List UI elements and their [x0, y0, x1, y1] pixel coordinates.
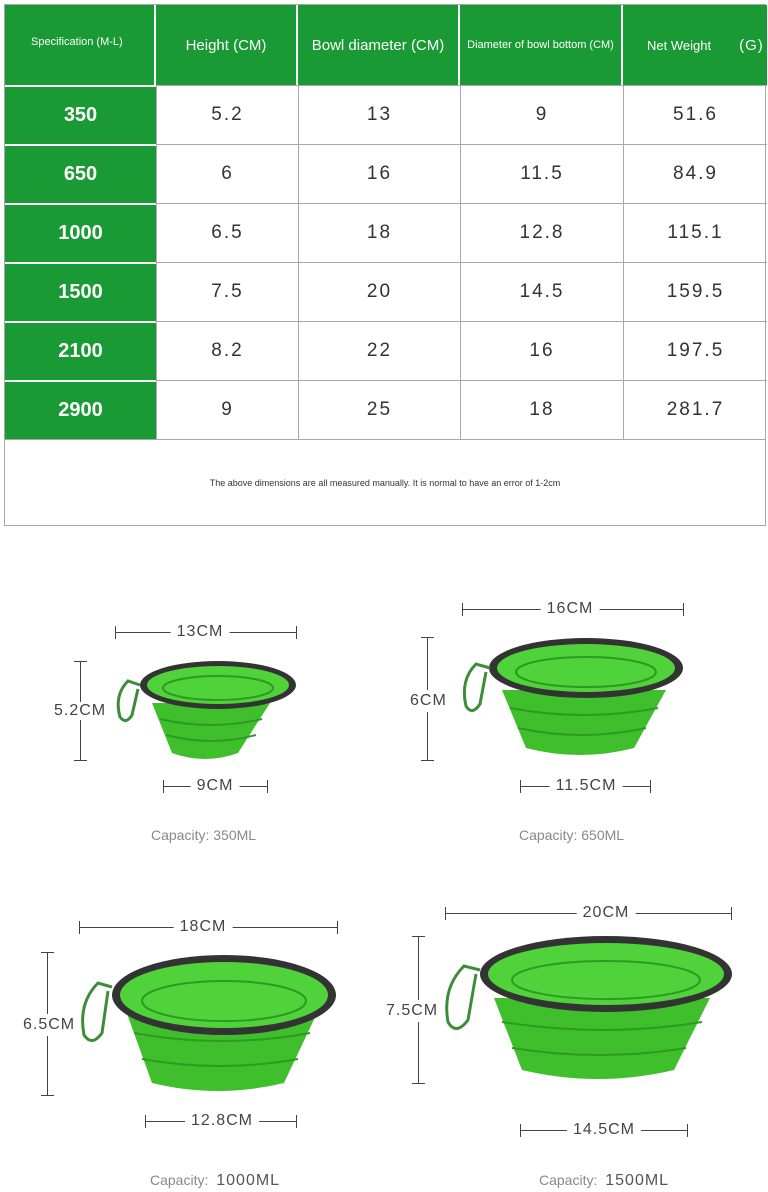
height-cell: 6.5 [156, 203, 298, 262]
diameter-cell: 22 [298, 321, 460, 380]
bottom-cell: 18 [460, 380, 623, 439]
height-cell: 9 [156, 380, 298, 439]
dimension-tick [731, 907, 732, 920]
dimension-tick [687, 1124, 688, 1137]
bottom-label: 9CM [191, 777, 240, 795]
header-bottom-diameter: Diameter of bowl bottom (CM) [460, 5, 623, 85]
dimension-tick [74, 661, 87, 662]
diameter-cell: 18 [298, 203, 460, 262]
table-row [5, 380, 767, 439]
dimension-tick [412, 936, 425, 937]
diameter-label: 18CM [174, 918, 233, 936]
dimension-tick [74, 760, 87, 761]
weight-cell: 197.5 [623, 321, 767, 380]
diameter-cell: 13 [298, 85, 460, 144]
height-cell: 8.2 [156, 321, 298, 380]
weight-cell: 84.9 [623, 144, 767, 203]
dimension-tick [650, 780, 651, 793]
diameter-label: 13CM [171, 623, 230, 641]
spec-cell: 650 [5, 144, 156, 203]
dimension-tick [520, 1124, 521, 1137]
dimension-tick [41, 1095, 54, 1096]
diameter-label: 20CM [577, 904, 636, 922]
table-row [5, 85, 767, 144]
dimension-tick [296, 626, 297, 639]
height-label: 5.2CM [54, 702, 107, 719]
dimension-tick [115, 626, 116, 639]
dimension-tick [462, 603, 463, 616]
table-row [5, 144, 767, 203]
height-label: 6CM [410, 690, 447, 712]
header-bowl-diameter: Bowl diameter (CM) [298, 5, 460, 85]
weight-cell: 115.1 [623, 203, 767, 262]
bottom-cell: 16 [460, 321, 623, 380]
dimension-tick [520, 780, 521, 793]
diameter-cell: 20 [298, 262, 460, 321]
bowl-650-image [458, 632, 688, 764]
table-row [5, 203, 767, 262]
weight-cell: 159.5 [623, 262, 767, 321]
spec-cell: 2900 [5, 380, 156, 439]
spec-table [4, 4, 766, 526]
weight-cell: 281.7 [623, 380, 767, 439]
bottom-cell: 12.8 [460, 203, 623, 262]
dimension-tick [445, 907, 446, 920]
dimension-tick [421, 637, 434, 638]
bottom-label: 12.8CM [185, 1112, 259, 1130]
diameter-cell: 16 [298, 144, 460, 203]
bottom-cell: 9 [460, 85, 623, 144]
dimension-tick [337, 921, 338, 934]
weight-cell: 51.6 [623, 85, 767, 144]
dimension-tick [163, 780, 164, 793]
capacity-text: Capacity: 650ML [519, 827, 625, 843]
bottom-label: 11.5CM [550, 777, 623, 795]
table-row [5, 321, 767, 380]
capacity-text: Capacity: 1500ML [539, 1172, 670, 1189]
spec-cell: 2100 [5, 321, 156, 380]
bowl-1500-image [440, 930, 736, 1090]
dimension-tick [296, 1115, 297, 1128]
height-cell: 6 [156, 144, 298, 203]
header-specification: Specification (M-L) [5, 5, 156, 85]
measurement-note: The above dimensions are all measured manually. It is normal to have an error of 1-2cm [5, 439, 765, 526]
spec-cell: 1500 [5, 262, 156, 321]
dimension-tick [41, 952, 54, 953]
height-cell: 5.2 [156, 85, 298, 144]
dimension-tick [79, 921, 80, 934]
dimension-tick [421, 760, 434, 761]
dimension-tick [145, 1115, 146, 1128]
diameter-cell: 25 [298, 380, 460, 439]
dimension-tick [412, 1083, 425, 1084]
header-height: Height (CM) [156, 5, 298, 85]
height-label: 7.5CM [386, 1000, 438, 1022]
dimension-tick [267, 780, 268, 793]
header-net-weight: Net Weight (G) [623, 5, 767, 85]
spec-cell: 350 [5, 85, 156, 144]
bowl-350-image [110, 655, 300, 765]
capacity-text: Capacity: 1000ML [150, 1172, 281, 1189]
diameter-label: 16CM [541, 600, 600, 618]
height-cell: 7.5 [156, 262, 298, 321]
bowl-1000-image [76, 945, 342, 1100]
table-row [5, 262, 767, 321]
spec-cell: 1000 [5, 203, 156, 262]
capacity-text: Capacity: 350ML [151, 827, 257, 843]
dimension-tick [683, 603, 684, 616]
bottom-label: 14.5CM [567, 1121, 641, 1139]
bottom-cell: 14.5 [460, 262, 623, 321]
height-label: 6.5CM [23, 1014, 75, 1036]
bottom-cell: 11.5 [460, 144, 623, 203]
